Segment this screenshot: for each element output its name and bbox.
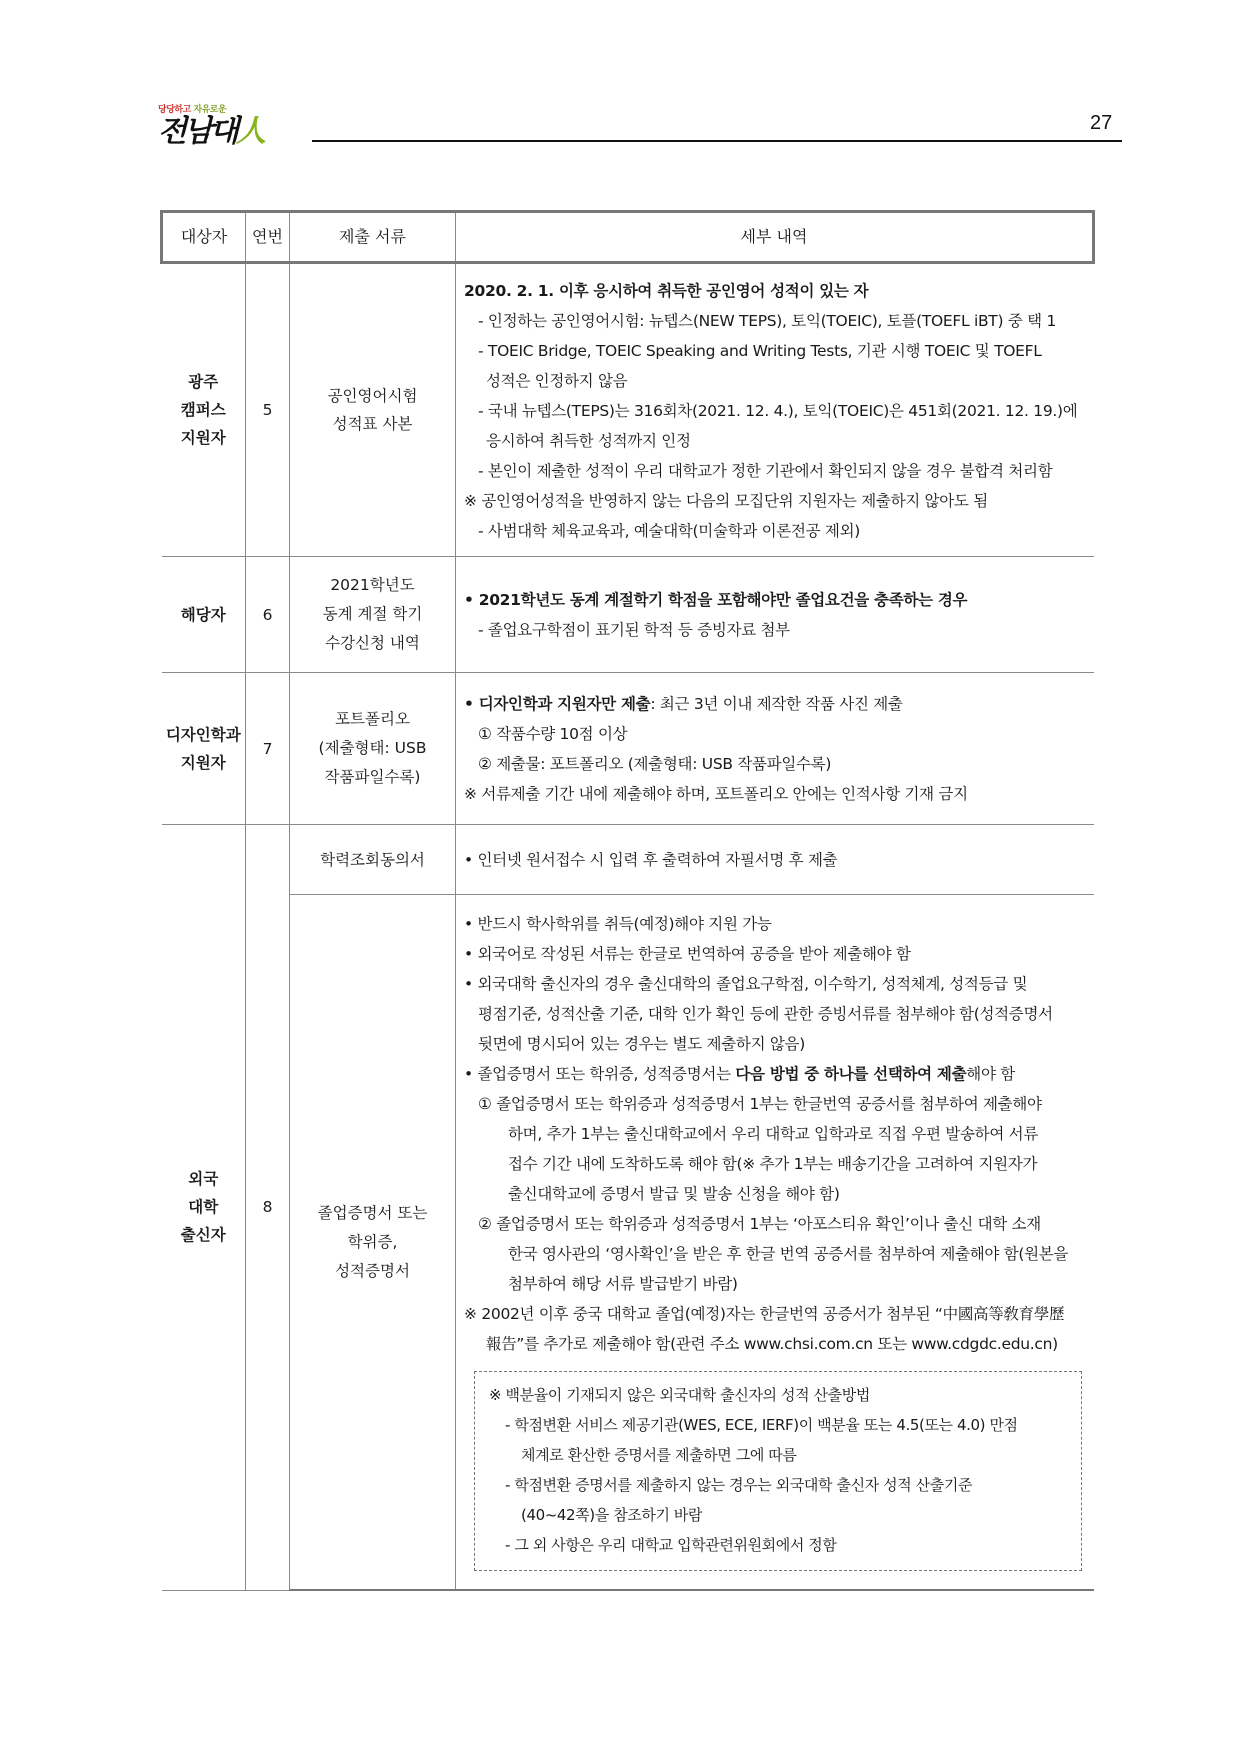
detail-line: ② 졸업증명서 또는 학위증과 성적증명서 1부는 ‘아포스티유 확인’이나 출신 대학 소재 [478, 1215, 1041, 1233]
detail-line: - 졸업요구학점이 표기된 학적 등 증빙자료 첨부 [478, 620, 790, 639]
detail-line: ① 작품수량 10점 이상 [478, 724, 628, 743]
table-row [162, 895, 1094, 1591]
row-document: 2021학년도 동계 계절 학기 수강신청 내역 [290, 557, 456, 673]
table-row [162, 673, 1094, 825]
row-details [456, 673, 1094, 825]
note-title: ※ 백분율이 기재되지 않은 외국대학 출신자의 성적 산출방법 [489, 1386, 870, 1404]
detail-line: - 국내 뉴텝스(TEPS)는 316회차(2021. 12. 4.), 토익(TOEIC)은 451회(2021. 12. 19.)에 [478, 402, 1078, 420]
row-document: 졸업증명서 또는 학위증, 성적증명서 [290, 895, 456, 1591]
detail-line: ① 졸업증명서 또는 학위증과 성적증명서 1부는 한글번역 공증서를 첨부하여 제출해야 [478, 1095, 1042, 1113]
detail-line: - 본인이 제출한 성적이 우리 대학교가 정한 기관에서 확인되지 않을 경우 불합격 처리함 [478, 462, 1053, 480]
row-number: 6 [246, 557, 290, 673]
detail-line: • 졸업증명서 또는 학위증, 성적증명서는 다음 방법 중 하나를 선택하여 제출해야 함 [464, 1065, 1015, 1083]
detail-line: 출신대학교에 증명서 발급 및 발송 신청을 해야 함) [508, 1185, 840, 1203]
detail-line: • 2021학년도 동계 계절학기 학점을 포함해야만 졸업요건을 충족하는 경우 [464, 590, 968, 609]
row-target: 해당자 [162, 557, 246, 673]
detail-line: - 사범대학 체육교육과, 예술대학(미술학과 이론전공 제외) [478, 522, 861, 540]
row-target: 디자인학과 지원자 [162, 673, 246, 825]
detail-note: ※ 2002년 이후 중국 대학교 졸업(예정)자는 한글번역 공증서가 첨부된 “中國高等敎育學歷 [464, 1305, 1065, 1323]
row-details [456, 263, 1094, 557]
row-target: 광주 캠퍼스 지원자 [162, 263, 246, 557]
detail-note: ※ 공인영어성적을 반영하지 않는 다음의 모집단위 지원자는 제출하지 않아도 됨 [464, 492, 988, 510]
row-document: 공인영어시험 성적표 사본 [290, 263, 456, 557]
table-row [162, 557, 1094, 673]
detail-line: • 반드시 학사학위를 취득(예정)해야 지원 가능 [464, 915, 772, 933]
detail-line: 접수 기간 내에 도착하도록 해야 함(※ 추가 1부는 배송기간을 고려하여 지원자가 [508, 1155, 1038, 1173]
header-no: 연번 [246, 212, 290, 263]
detail-line: 뒷면에 명시되어 있는 경우는 별도 제출하지 않음) [478, 1035, 805, 1053]
row-details [456, 825, 1094, 895]
detail-line: 하며, 추가 1부는 출신대학교에서 우리 대학교 입학과로 직접 우편 발송하여 서류 [508, 1125, 1038, 1143]
detail-line: 첨부하여 해당 서류 발급받기 바람) [508, 1275, 738, 1293]
detail-line: • 디자인학과 지원자만 제출: 최근 3년 이내 제작한 작품 사진 제출 [464, 694, 903, 713]
detail-note: 報告”를 추가로 제출해야 함(관련 주소 www.chsi.com.cn 또는 www.cdgdc.edu.cn) [486, 1335, 1058, 1353]
table-row [162, 263, 1094, 557]
row-details [456, 895, 1094, 1591]
detail-line: • 외국어로 작성된 서류는 한글로 번역하여 공증을 받아 제출해야 함 [464, 945, 911, 963]
detail-line: • 인터넷 원서접수 시 입력 후 출력하여 자필서명 후 제출 [464, 850, 838, 869]
table-row [162, 825, 1094, 895]
detail-line: 응시하여 취득한 성적까지 인정 [486, 432, 691, 450]
header-rule [312, 140, 1122, 142]
note-line: - 그 외 사항은 우리 대학교 입학관련위원회에서 정함 [505, 1536, 837, 1554]
detail-line: 한국 영사관의 ‘영사확인’을 받은 후 한글 번역 공증서를 첨부하여 제출해야 함(원본을 [508, 1245, 1069, 1263]
note-line: - 학점변환 증명서를 제출하지 않는 경우는 외국대학 출신자 성적 산출기준 [505, 1476, 973, 1494]
detail-line: ② 제출물: 포트폴리오 (제출형태: USB 작품파일수록) [478, 754, 832, 773]
table-header-row [162, 212, 1094, 263]
detail-line: - TOEIC Bridge, TOEIC Speaking and Writing Tests, 기관 시행 TOEIC 및 TOEFL [478, 342, 1042, 360]
row-target: 외국 대학 출신자 [162, 825, 246, 1591]
header-details: 세부 내역 [456, 212, 1094, 263]
note-line: (40~42쪽)을 참조하기 바람 [521, 1506, 703, 1524]
university-logo [158, 104, 288, 148]
row-number: 8 [246, 825, 290, 1591]
detail-line: 2020. 2. 1. 이후 응시하여 취득한 공인영어 성적이 있는 자 [464, 282, 869, 300]
detail-line: • 외국대학 출신자의 경우 출신대학의 졸업요구학점, 이수학기, 성적체계, 성적등급 및 [464, 975, 1028, 993]
detail-line: 평점기준, 성적산출 기준, 대학 인가 확인 등에 관한 증빙서류를 첨부해야 함(성적증명서 [478, 1005, 1053, 1023]
row-details [456, 557, 1094, 673]
detail-note: ※ 서류제출 기간 내에 제출해야 하며, 포트폴리오 안에는 인적사항 기재 금지 [464, 784, 968, 803]
submission-documents-table [160, 210, 1095, 1591]
row-number: 5 [246, 263, 290, 557]
detail-line: - 인정하는 공인영어시험: 뉴텝스(NEW TEPS), 토익(TOEIC), 토플(TOEFL iBT) 중 택 1 [478, 312, 1057, 330]
header-target: 대상자 [162, 212, 246, 263]
page-number: 27 [1090, 112, 1113, 134]
header-document: 제출 서류 [290, 212, 456, 263]
note-line: - 학점변환 서비스 제공기관(WES, ECE, IERF)이 백분율 또는 4.5(또는 4.0) 만점 [505, 1416, 1018, 1434]
grade-calculation-note-box [474, 1371, 1082, 1571]
row-number: 7 [246, 673, 290, 825]
note-line: 체계로 환산한 증명서를 제출하면 그에 따름 [521, 1446, 797, 1464]
detail-line: 성적은 인정하지 않음 [486, 372, 628, 390]
row-document: 포트폴리오 (제출형태: USB 작품파일수록) [290, 673, 456, 825]
logo-wordmark: 전남대人 [158, 114, 263, 149]
row-document: 학력조회동의서 [290, 825, 456, 895]
logo-slogan: 당당하고 자유로운 [158, 105, 227, 115]
